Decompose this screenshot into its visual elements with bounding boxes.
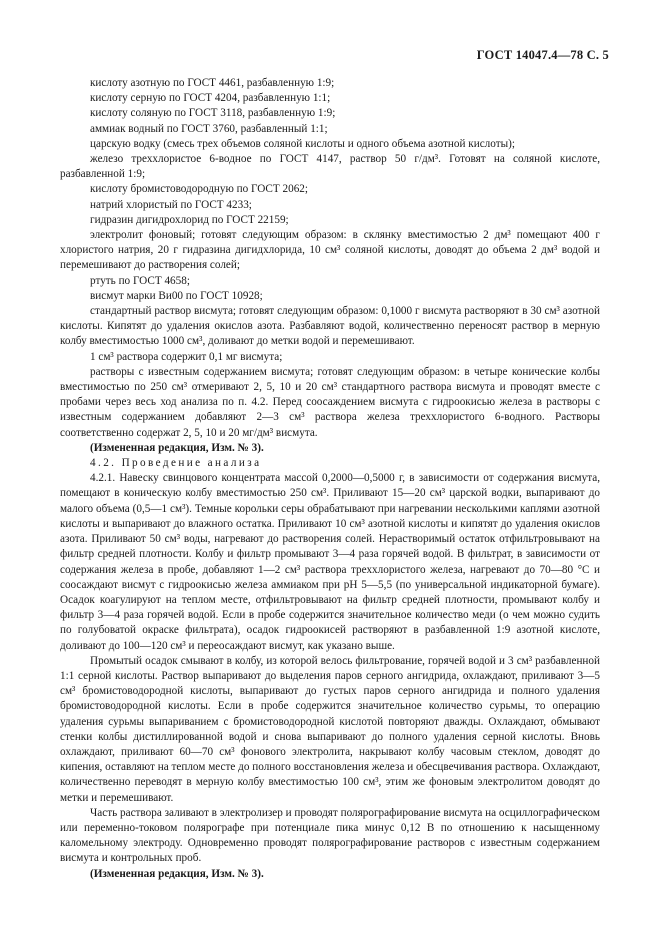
reagent-item: кислоту серную по ГОСТ 4204, разбавленную 1:1; bbox=[90, 92, 331, 105]
reagent-item: кислоту бромистоводородную по ГОСТ 2062; bbox=[90, 183, 308, 196]
reagent-item: натрий хлористый по ГОСТ 4233; bbox=[90, 198, 252, 211]
document-body bbox=[60, 76, 600, 882]
reagent-item: электролит фоновый; готовят следующим образом: в склянку вместимостью 2 дм³ помещают 400 г хлористого натрия, 20 г гидразина дигидхлорида, 10 см³ соляной кислоты, доводят до объема 2 дм³ водой и перемешивают до растворения солей; bbox=[60, 229, 600, 272]
procedure-paragraph: 4.2.1. Навеску свинцового концентрата массой 0,2000—0,5000 г, в зависимости от содержания висмута, помещают в коническую колбу вместимостью 250 см³. Приливают 15—20 см³ царской водки, выпаривают до малого объема (0,5—1 см³). Темные корольки серы обрабатывают при нагревании несколькими каплями азотной кислоты и выпаривают до влажного остатка. Приливают 10 см³ азотной кислоты и кипятят до удаления окислов азота. Приливают 50 см³ воды, нагревают до растворения солей. Нерастворимый остаток отфильтровывают на фильтр средней плотности. Колбу и фильтр промывают 3—4 раза горячей водой. В фильтрат, в зависимости от содержания железа в пробе, добавляют 1—2 см³ раствора треххлористого железа, нагревают до 70—80 °С и соосаждают висмут с гидроокисью железа аммиаком при pH 5—5,5 (по универсальной индикаторной бумаге). Осадок коагулируют на теплом месте, отфильтровывают на фильтр средней плотности, промывают колбу и фильтр 3—4 раза горячей водой. Если в пробе содержится значительное количество меди (о чем можно судить по голубоватой окраске фильтрата), осадок гидроокисей растворяют в разбавленной 1:9 азотной кислоте, доливают до 100—120 см³ и переосаждают висмут, как указано выше. bbox=[60, 472, 600, 652]
reagent-item: аммиак водный по ГОСТ 3760, разбавленный 1:1; bbox=[90, 122, 328, 135]
procedure-paragraph: Часть раствора заливают в электролизер и проводят полярографирование висмута на осциллографическом или переменно-токовом полярографе при потенциале пика минус 0,12 В по отношению к насыщенному каломельному электроду. Одновременно проводят полярографирование растворов с известным содержанием висмута и контрольных проб. bbox=[60, 806, 600, 865]
revision-note: (Измененная редакция, Изм. № 3). bbox=[90, 867, 264, 880]
revision-note: (Измененная редакция, Изм. № 3). bbox=[90, 441, 264, 454]
reagent-note: 1 см³ раствора содержит 0,1 мг висмута; bbox=[90, 350, 283, 363]
reagent-item: гидразин дигидрохлорид по ГОСТ 22159; bbox=[90, 213, 289, 226]
reagent-item: железо треххлористое 6-водное по ГОСТ 4147, раствор 50 г/дм³. Готовят на соляной кислоте, разбавленной 1:9; bbox=[60, 153, 600, 181]
reagent-item: кислоту соляную по ГОСТ 3118, разбавленную 1:9; bbox=[90, 107, 336, 120]
reagent-item: кислоту азотную по ГОСТ 4461, разбавленную 1:9; bbox=[90, 77, 335, 89]
reagent-item: ртуть по ГОСТ 4658; bbox=[90, 274, 190, 287]
page-header: ГОСТ 14047.4—78 С. 5 bbox=[476, 48, 609, 62]
reagent-item: царскую водку (смесь трех объемов соляной кислоты и одного объема азотной кислоты); bbox=[90, 137, 515, 150]
section-heading: 4.2. Проведение анализа bbox=[90, 457, 262, 470]
procedure-paragraph: Промытый осадок смывают в колбу, из которой велось фильтрование, горячей водой и 3 см³ разбавленной 1:1 серной кислоты. Раствор выпаривают до выделения паров серного ангидрида, охлаждают, приливают 3—5 см³ бромистоводородной кислоты, выпаривают до густых паров серного ангидрида и полного удаления бромистоводородной кислоты. Если в пробе содержится значительное количество сурьмы, то операцию удаления сурьмы выпариванием с бромистоводородной кислотой повторяют дважды. Охлаждают, обмывают стенки колбы дистиллированной водой и снова выпаривают до полного удаления серной кислоты. Вновь охлаждают, приливают 60—70 см³ фонового электролита, накрывают колбу часовым стеклом, доводят до кипения, оставляют на теплом месте до полного восстановления железа и обесцвечивания раствора. Охлаждают, количественно переводят в мерную колбу вместимостью 100 см³, этим же фоновым электролитом доводят до метки и перемешивают. bbox=[60, 654, 600, 804]
reagent-item: висмут марки Ви00 по ГОСТ 10928; bbox=[90, 289, 263, 302]
reagent-item: стандартный раствор висмута; готовят следующим образом: 0,1000 г висмута растворяют в 30 см³ азотной кислоты. Кипятят до удаления окислов азота. Разбавляют водой, количественно переносят раствор в мерную колбу вместимостью 1000 см³, доливают до метки водой и перемешивают. bbox=[60, 305, 600, 348]
reagent-item: растворы с известным содержанием висмута; готовят следующим образом: в четыре конические колбы вместимостью по 250 см³ отмеривают 2, 5, 10 и 20 см³ стандартного раствора висмута и проводят вместе с пробами через весь ход анализа по п. 4.2. Перед соосаждением висмута с гидроокисью железа в растворы с известным содержанием добавляют 2—3 см³ раствора железа треххлористого 6-водного. Растворы соответственно содержат 2, 5, 10 и 20 мг/дм³ висмута. bbox=[60, 365, 600, 439]
